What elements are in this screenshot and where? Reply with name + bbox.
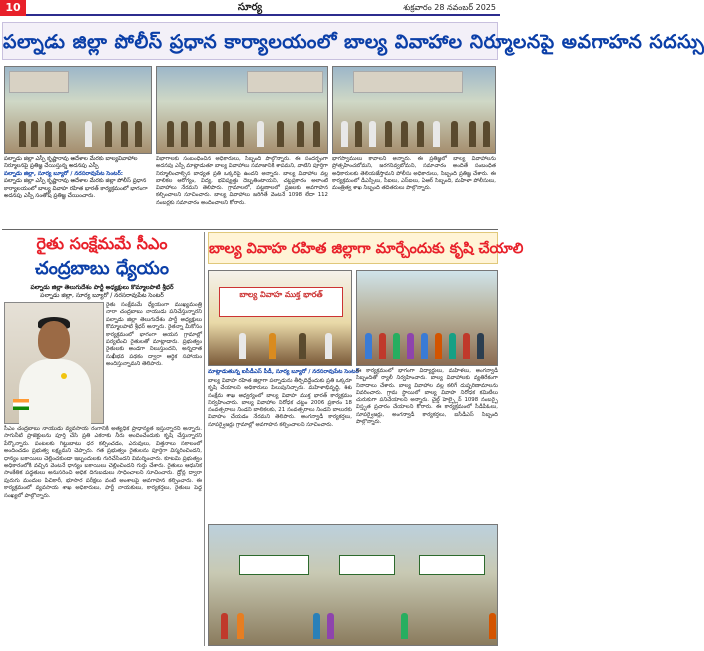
section-divider [2, 229, 498, 230]
lead-photo-parade [156, 66, 328, 154]
politician-portrait [4, 302, 104, 424]
cm-story-text-top: రైతు సంక్షేమమే ధ్యేయంగా ముఖ్యమంత్రి నారా చంద్రబాబు నాయుడు పనిచేస్తున్నారని పల్నాడు జిల్లా తెలుగుదేశం పార్టీ అధ్యక్షులు కొమ్మాలపాటి శ్రీధర్ అన్నారు. రైతన్నా మీకోసం కార్యక్రమంలో భాగంగా ఆయన గ్రామాల్లో పర్యటించి రైతులతో మాట్లాడారు. ప్రభుత్వం రైతులకు అండగా నిలుస్తుందని, అన్నదాత సుఖీభవ పథకం ద్వారా ఆర్థిక సహాయం అందిస్తున్నామని తెలిపారు. [106, 302, 202, 368]
meeting-photo [208, 270, 352, 366]
photo-banner: బాల్య వివాహ ముక్త భారత్ [219, 287, 343, 317]
right-photo-caption: మాట్లాడుతున్న ఐసీడీఎస్ పీడీ, సూర్య బ్యూరో / నరసరావుపేట సెంటర్ [208, 369, 359, 375]
lead-photo-staff [332, 66, 496, 154]
lead-column-3: భాగస్వాములు కావాలని అన్నారు. ఈ ప్రతిజ్ఞలో బాల్య వివాహాలను ప్రోత్సహించబోమని, జరగనివ్వబోమని, సమాచారం అందితే సంబంధిత అధికారులకు తెలియజేస్తామని పోలీసు అధికారులు, సిబ్బంది ప్రతిజ్ఞ చేశారు. ఈ కార్యక్రమంలో డీఎస్పీలు, సీఐలు, ఎస్ఐలు, ఏఆర్ సిబ్బంది, మహిళా పోలీసులు, మంత్రిత్వ శాఖ సిబ్బంది తదితరులు పాల్గొన్నారు. [332, 156, 496, 192]
cm-headline-line1: రైతు సంక్షేమమే సీఎం [36, 234, 168, 253]
column-divider [204, 232, 205, 646]
page-number: 10 [0, 0, 26, 16]
cm-byline [4, 284, 200, 300]
cm-byline-name: పల్నాడు జిల్లా తెలుగుదేశం పార్టీ అధ్యక్షులు కొమ్మాలపాటి శ్రీధర్ [30, 284, 174, 291]
lead-headline: పల్నాడు జిల్లా పోలీస్ ప్రధాన కార్యాలయంలో బాల్య వివాహాల నిర్మూలనపై అవగాహన సదస్సు [2, 22, 498, 60]
newspaper-brand: సూర్య [237, 2, 263, 13]
lead-caption [4, 156, 152, 226]
right-story-headline: బాల్య వివాహ రహిత జిల్లాగా మార్చేందుకు కృషి చేయాలి [208, 232, 498, 264]
cm-story-headline [4, 232, 200, 282]
right-column-1: బాల్య వివాహ రహిత జిల్లాగా పల్నాడును తీర్చిదిద్దేందుకు ప్రతి ఒక్కరూ కృషి చేయాలని అధికారులు పిలుపునిచ్చారు. మహిళాభివృద్ధి, శిశు సంక్షేమ శాఖ ఆధ్వర్యంలో బాల్య వివాహ ముక్త భారత్ కార్యక్రమం నిర్వహించారు. బాల్య వివాహాల నిరోధక చట్టం 2006 ప్రకారం 18 సంవత్సరాలు నిండని బాలికలకు, 21 సంవత్సరాలు నిండని బాలురకు వివాహం చేయడం నేరమని తెలిపారు. అంగన్వాడీ కార్యకర్తలు, సూపర్వైజర్లు గ్రామాల్లో అవగాహన కల్పించాలని సూచించారు. [208, 378, 352, 428]
cm-story-text-bottom: సీఎం చంద్రబాబు నాయుడు వ్యవసాయ రంగానికి అత్యధిక ప్రాధాన్యత ఇస్తున్నారని అన్నారు. సాగునీటి ప్రాజెక్టులను పూర్తి చేసి ప్రతి ఎకరాకు నీరు అందించేందుకు కృషి చేస్తున్నారని పేర్కొన్నారు. పంటలకు గిట్టుబాటు ధర కల్పించడం, ఎరువులు, విత్తనాలు సకాలంలో అందించడం ప్రభుత్వ లక్ష్యమని చెప్పారు. గత ప్రభుత్వం రైతులను పూర్తిగా విస్మరించిందని, ధాన్యం బకాయిలు చెల్లించకుండా ఇబ్బందులకు గురిచేసిందని విమర్శించారు. కూటమి ప్రభుత్వం అధికారంలోకి వచ్చిన వెంటనే ధాన్యం బకాయిలు చెల్లించిందని గుర్తు చేశారు. రైతులు ఆధునిక సాంకేతిక పద్ధతులు అనుసరించి అధిక దిగుబడులు సాధించాలని సూచించారు. డ్రోన్ల ద్వారా పురుగు మందుల పిచికారీ, భూసార పరీక్షలు వంటి అంశాలపై అవగాహన కల్పించారు. ఈ కార్యక్రమంలో వ్యవసాయ శాఖ అధికారులు, పార్టీ నాయకులు, కార్యకర్తలు, రైతులు పెద్ద సంఖ్యలో పాల్గొన్నారు. [4, 426, 202, 499]
lead-caption-intro: పల్నాడు జిల్లా ఎస్పీ కృష్ణారావు ఆదేశాల మేరకు బాల్యవివాహాల నిర్మూలనపై ప్రతిజ్ఞ చేయిస్తున్న అదనపు ఎస్పీ [4, 156, 138, 170]
flag-icon [13, 399, 29, 410]
cm-headline-line2: చంద్రబాబు ధ్యేయం [35, 258, 169, 279]
right-column-2: ఈ కార్యక్రమంలో భాగంగా విద్యార్థులు, మహిళలు, అంగన్వాడీ సిబ్బందితో ర్యాలీ నిర్వహించారు. బాల్య వివాహాలకు వ్యతిరేకంగా నినాదాలు చేశారు. బాల్య వివాహాల వల్ల కలిగే దుష్పరిణామాలను వివరించారు. గ్రామ స్థాయిలో బాల్య వివాహ నిరోధక కమిటీలు చురుకుగా పనిచేయాలని అన్నారు. చైల్డ్ హెల్ప్లైన్ 1098 నంబర్పై విస్తృత ప్రచారం చేయాలని కోరారు. ఈ కార్యక్రమంలో సీడీపీఓలు, సూపర్వైజర్లు, అంగన్వాడీ కార్యకర్తలు, ఐసీడీఎస్ సిబ్బంది పాల్గొన్నారు. [356, 368, 498, 426]
lead-caption-text: పల్నాడు జిల్లా ఎస్పీ కృష్ణారావు ఆదేశాల మేరకు జిల్లా పోలీస్ ప్రధాన కార్యాలయంలో బాల్య వివాహ రహిత భారత్ కార్యక్రమంలో భాగంగా అదనపు ఎస్పీ సంతోష్ ప్రతిజ్ఞ చేయించారు. [4, 178, 148, 200]
issue-date: శుక్రవారం 28 నవంబర్ 2025 [403, 3, 496, 12]
cm-byline-bureau: పల్నాడు జిల్లా, సూర్య బ్యూరో / నరసరావుపేట సెంటర్ [40, 292, 164, 299]
rally-photo [208, 524, 498, 646]
page-header [0, 0, 500, 16]
lead-dateline: పల్నాడు జిల్లా, సూర్య బ్యూరో / నరసరావుపేట సెంటర్: [4, 170, 124, 177]
lead-column-2: విభాగాలకు సంబంధించిన అధికారులు, సిబ్బంది పాల్గొన్నారు. ఈ సందర్భంగా అదనపు ఎస్పీ మాట్లాడుతూ బాల్య వివాహాలు సమాజానికి శాపమని, వాటిని పూర్తిగా నిర్మూలించాల్సిన బాధ్యత ప్రతి ఒక్కరిపై ఉందని అన్నారు. బాల్య వివాహాల వల్ల బాలికల ఆరోగ్యం, విద్య, భవిష్యత్తు దెబ్బతింటాయని, చట్టప్రకారం అలాంటి వివాహాలు నేరమని తెలిపారు. గ్రామాలలో, పట్టణాలలో ప్రజలకు అవగాహన కల్పించాలని సూచించారు. బాల్య వివాహాలు జరిగితే వెంటనే 1098 లేదా 112 నంబర్లకు సమాచారం అందించాలని కోరారు. [156, 156, 328, 206]
lead-photo-pledge [4, 66, 152, 154]
audience-photo [356, 270, 498, 366]
